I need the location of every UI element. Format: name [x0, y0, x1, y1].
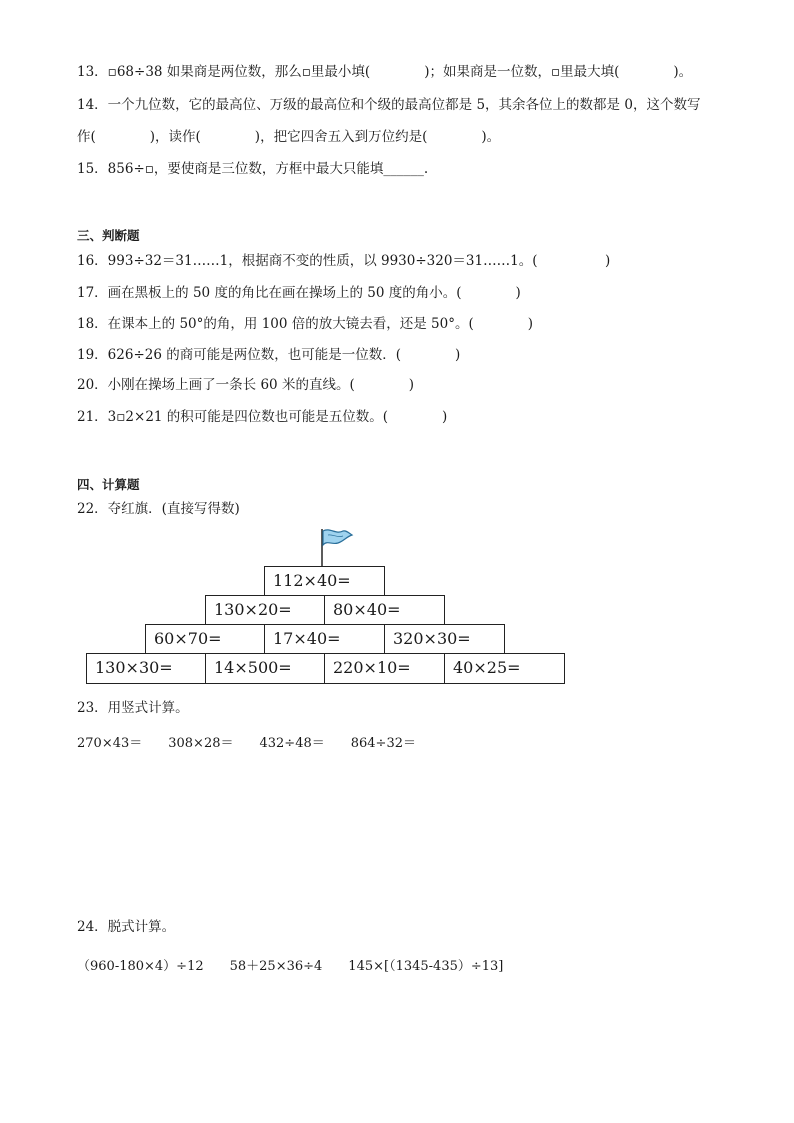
pyramid-cell: 80×40= — [324, 595, 445, 625]
question-18: 18．在课本上的 50°的角，用 100 倍的放大镜去看，还是 50°。( ) — [77, 316, 533, 332]
pyramid-cell: 220×10= — [324, 653, 445, 684]
section-3-title: 三、判断题 — [77, 228, 140, 243]
pyramid-cell: 40×25= — [444, 653, 565, 684]
pyramid-cell: 320×30= — [384, 624, 505, 654]
question-13: 13．▫68÷38 如果商是两位数，那么▫里最小填( )；如果商是一位数，▫里最大填( )。 — [77, 64, 693, 80]
pyramid-cell: 130×20= — [205, 595, 326, 625]
section-4-title: 四、计算题 — [77, 477, 140, 492]
question-23-expressions: 270×43＝ 308×28＝ 432÷48＝ 864÷32＝ — [77, 736, 416, 751]
question-15: 15．856÷▫，要使商是三位数，方框中最大只能填______. — [77, 161, 429, 177]
pyramid-cell: 130×30= — [86, 653, 207, 684]
pyramid-cell: 14×500= — [205, 653, 326, 684]
question-16: 16．993÷32＝31……1，根据商不变的性质，以 9930÷320＝31……1。( ) — [77, 253, 611, 269]
question-19: 19．626÷26 的商可能是两位数，也可能是一位数．( ) — [77, 347, 461, 363]
flag-icon — [316, 525, 356, 571]
pyramid-cell: 112×40= — [264, 566, 385, 596]
pyramid-cell: 17×40= — [264, 624, 385, 654]
question-20: 20．小刚在操场上画了一条长 60 米的直线。( ) — [77, 377, 414, 393]
question-24: 24．脱式计算。 — [77, 919, 176, 935]
pyramid-cell: 60×70= — [145, 624, 266, 654]
question-14-line1: 14．一个九位数，它的最高位、万级的最高位和个级的最高位都是 5，其余各位上的数都是 0，这个数写 — [77, 97, 701, 113]
question-23: 23．用竖式计算。 — [77, 700, 189, 716]
question-24-expressions: （960-180×4）÷12 58＋25×36÷4 145×[（1345-435）÷13] — [77, 959, 504, 974]
question-21: 21．3▫2×21 的积可能是四位数也可能是五位数。( ) — [77, 409, 448, 425]
question-22: 22．夺红旗．(直接写得数) — [77, 501, 240, 517]
question-14-line2: 作( )，读作( )，把它四舍五入到万位约是( )。 — [77, 129, 501, 145]
question-17: 17．画在黑板上的 50 度的角比在画在操场上的 50 度的角小。( ) — [77, 285, 521, 301]
